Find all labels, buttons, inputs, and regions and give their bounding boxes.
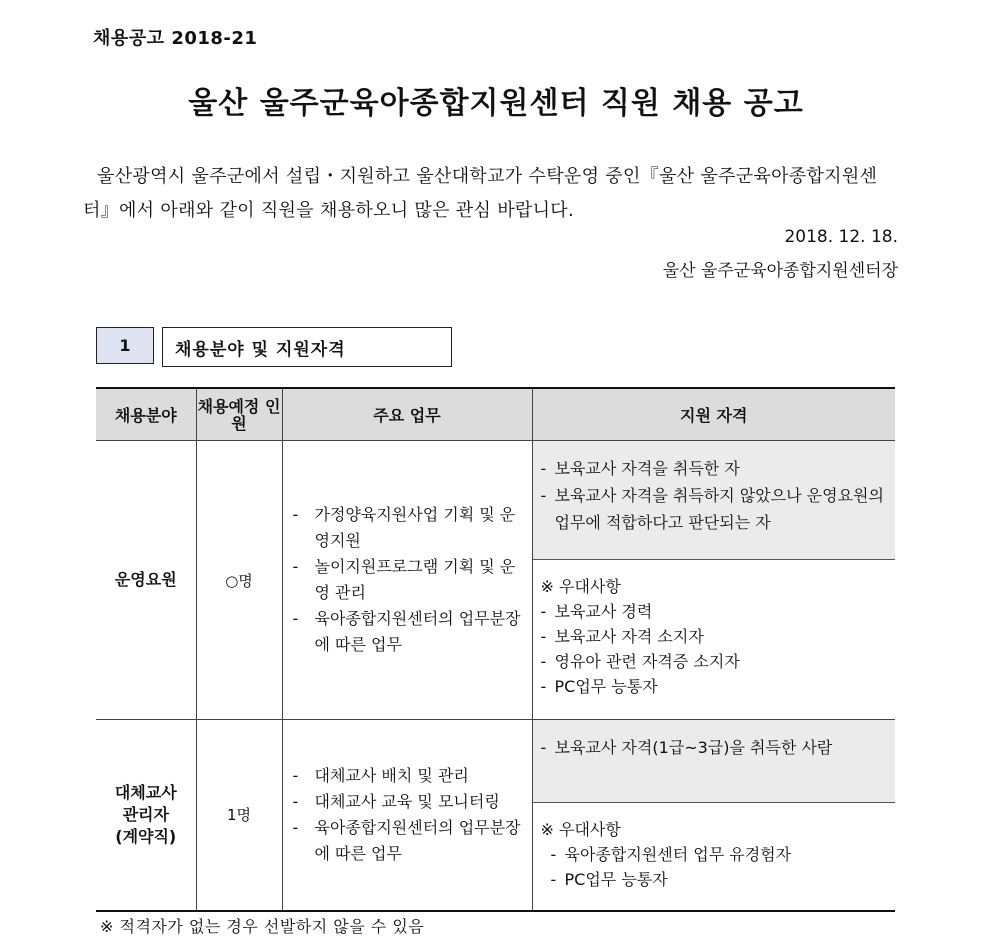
list-item: - 대체교사 배치 및 관리 <box>293 763 524 789</box>
list-item: - 영유아 관련 자격증 소지자 <box>541 649 890 674</box>
preferences-title: ※ 우대사항 <box>540 577 621 596</box>
header-count: 채용예정 인원 <box>196 388 282 441</box>
field-cell <box>96 720 196 911</box>
list-item: - 보육교사 경력 <box>541 599 890 624</box>
list-item: - 대체교사 교육 및 모니터링 <box>293 789 524 815</box>
notice-number: 채용공고 2018-21 <box>93 28 258 49</box>
count-cell: 1명 <box>196 720 282 911</box>
requirements-block <box>533 441 896 560</box>
requirements-cell <box>532 441 895 720</box>
list-item: - 육아종합지원센터의 업무분장에 따른 업무 <box>293 606 524 658</box>
preferences-block <box>533 803 896 892</box>
list-item: - 보육교사 자격(1급~3급)을 취득한 사람 <box>541 734 890 761</box>
header-field: 채용분야 <box>96 388 196 441</box>
field-line: 관리자 <box>122 804 169 824</box>
table-header-row <box>96 388 895 441</box>
duties-cell <box>282 441 532 720</box>
notice-date: 2018. 12. 18. <box>784 227 898 247</box>
page-title: 울산 울주군육아종합지원센터 직원 채용 공고 <box>188 86 804 121</box>
count-cell: ○명 <box>196 441 282 720</box>
duties-cell <box>282 720 532 911</box>
section-number-box: 1 <box>96 327 154 364</box>
field-cell: 운영요원 <box>96 441 196 720</box>
preferences-block <box>533 560 896 699</box>
list-item: - PC업무 능통자 <box>551 867 890 892</box>
list-item: - 육아종합지원센터 업무 유경험자 <box>551 842 890 867</box>
list-item: - 놀이지원프로그램 기획 및 운영 관리 <box>293 554 524 606</box>
field-line: (계약직) <box>115 826 177 846</box>
requirements-block <box>533 720 896 803</box>
list-item: - PC업무 능통자 <box>541 674 890 699</box>
recruitment-table <box>96 387 895 912</box>
footnote: ※ 적격자가 없는 경우 선발하지 않을 수 있음 <box>100 917 425 936</box>
section-title-box: 채용분야 및 지원자격 <box>162 327 452 367</box>
intro-paragraph: 울산광역시 울주군에서 설립・지원하고 울산대학교가 수탁운영 중인『울산 울주군육아종합지원센터』에서 아래와 같이 직원을 채용하오니 많은 관심 바랍니다. <box>83 166 878 221</box>
list-item: - 보육교사 자격을 취득한 자 <box>541 455 890 482</box>
list-item: - 가정양육지원사업 기획 및 운영지원 <box>293 502 524 554</box>
list-item: - 보육교사 자격을 취득하지 않았으나 운영요원의 업무에 적합하다고 판단되는 자 <box>541 482 890 536</box>
list-item: - 육아종합지원센터의 업무분장에 따른 업무 <box>293 815 524 867</box>
issuer: 울산 울주군육아종합지원센터장 <box>662 261 898 281</box>
table-row <box>96 441 895 720</box>
table-row <box>96 720 895 911</box>
header-duties: 주요 업무 <box>282 388 532 441</box>
list-item: - 보육교사 자격 소지자 <box>541 624 890 649</box>
preferences-title: ※ 우대사항 <box>540 820 621 839</box>
header-requirements: 지원 자격 <box>532 388 895 441</box>
requirements-cell <box>532 720 895 911</box>
field-line: 대체교사 <box>114 782 177 802</box>
